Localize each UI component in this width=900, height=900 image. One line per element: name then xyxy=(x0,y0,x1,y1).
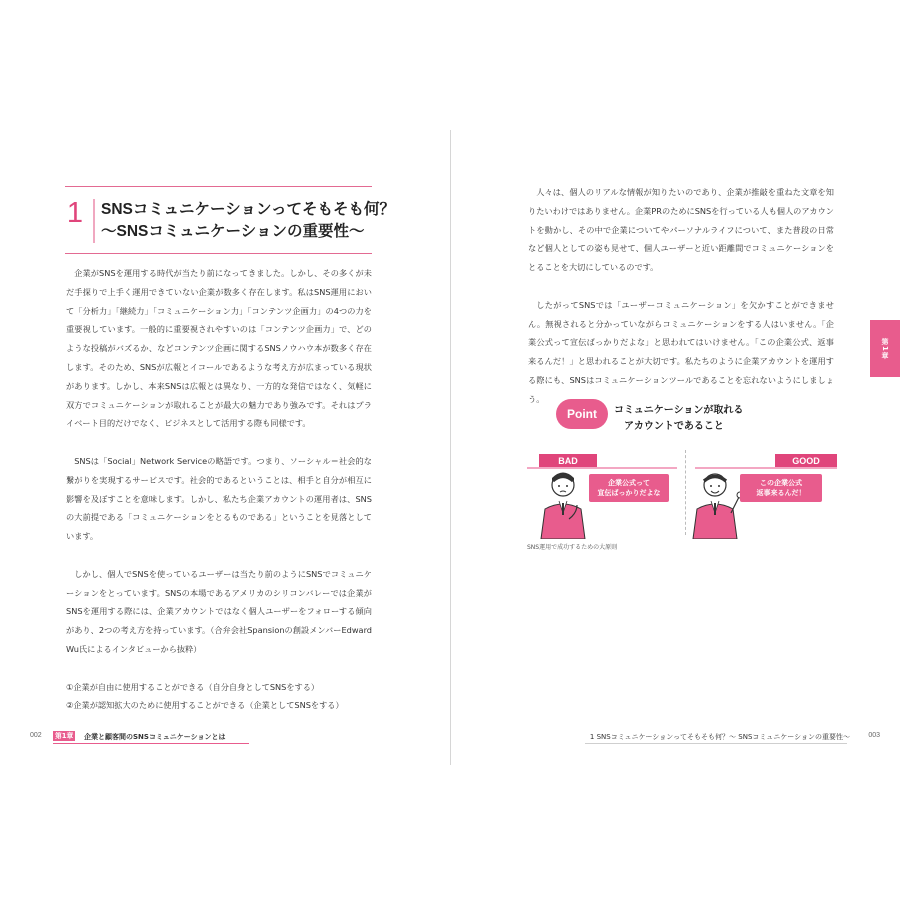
good-bubble-line2: 返事来るんだ！ xyxy=(756,489,806,497)
good-bubble-line1: この企業公式 xyxy=(760,479,802,487)
list-item: ①企業が自由に使用することができる（自分自身としてSNSをする） xyxy=(66,681,320,692)
point-heading-line1: コミュニケーションが取れる xyxy=(614,405,744,416)
list-item: ②企業が認知拡大のために使用することができる（企業としてSNSをする） xyxy=(66,700,344,711)
good-label: GOOD xyxy=(775,454,837,468)
point-heading-line2: アカウントであること xyxy=(624,421,724,432)
bad-bubble-line1: 企業公式って xyxy=(608,479,650,487)
illustration-caption: SNS運用で成功するための大原則 xyxy=(527,544,618,551)
chapter-tag: 第1章 xyxy=(55,732,74,740)
running-title-right: 1 SNSコミュニケーションってそもそも何？〜 SNSコミュニケーションの重要性〜 xyxy=(589,733,850,741)
left-body-text xyxy=(66,264,372,715)
good-speech-bubble xyxy=(740,474,822,502)
section-divider-bar xyxy=(93,199,95,243)
bad-bubble-line2: 宣伝ばっかりだよな xyxy=(597,489,661,497)
paragraph: 企業がSNSを運用する時代が当たり前になってきました。しかし、その多くが未だ手探りで上手く運用できていない企業が数多く存在します。私はSNS運用において「分析力」「継続力」「コミュニケーション力」「コンテンツ企画力」の4つの力を重要視しています。一般的に重要視されやすいのは「コンテンツ企画力」で、どのような投稿がバズるか、などコンテンツ企画に関するSNSノウハウ本が数多く存在します。そのため、SNSが広報とイコールであるような考え方が広まっている現状があります。しかし、本来SNSは広報とは異なり、一方的な発信ではなく、気軽に双方でコミュニケーションが取れることが最大の魅力であり強みです。それはプライベート目的だけでなく、ビジネスとして活用する際も同様です。 xyxy=(66,268,372,429)
section-title-line1: SNSコミュニケーションってそもそも何？ xyxy=(101,201,395,218)
paragraph: 人々は、個人のリアルな情報が知りたいのであり、企業が推敲を重ねた文章を知りたいわけではありません。企業PRのためにSNSを行っている人も個人のアカウントを動かし、その中で企業についてやパーソナルライフについて、また普段の日常など個人としての姿も見せて、個人ユーザーと近い距離間でコミュニケーションをとることを大切にしているのです。 xyxy=(528,187,834,273)
paragraph: SNSは「Social」Network Serviceの略語です。つまり、ソーシャル＝社会的な繋がりを実現するサービスです。社会的であるということは、相手と自分が相互に影響を及ぼすことを意味します。しかし、私たち企業アカウントの運用者は、SNSの大前提である「コミュニケーションをとるものである」ということを見落としています。 xyxy=(66,455,372,542)
bad-label: BAD xyxy=(539,454,597,468)
page-number-left: 002 xyxy=(30,732,42,739)
section-number: 1 xyxy=(66,197,84,229)
bad-person-icon xyxy=(533,469,593,539)
chapter-side-tab: 第1章 xyxy=(870,320,900,377)
good-person-icon xyxy=(685,469,745,539)
right-body-text xyxy=(528,183,834,427)
point-badge: Point xyxy=(556,399,608,429)
page-number-right: 003 xyxy=(868,732,880,739)
bad-speech-bubble xyxy=(589,474,669,502)
section-title xyxy=(101,199,395,243)
point-illustration xyxy=(527,395,837,555)
running-title-left: 企業と顧客間のSNSコミュニケーションとは xyxy=(84,733,226,741)
paragraph: したがってSNSでは「ユーザーコミュニケーション」を欠かすことができません。無視されると分かっていながらコミュニケーションをする人はいません。「企業公式って宣伝ばっかりだよな」と思われてはいけません。「この企業公式、返事来るんだ！」と思われることが大切です。私たちのように企業アカウントを運用する際にも、SNSはコミュニケーションツールであることを忘れないようにしましょう。 xyxy=(528,299,834,404)
section-title-line2: 〜SNSコミュニケーションの重要性〜 xyxy=(101,223,365,240)
page-spine xyxy=(450,130,451,765)
footer-underline-right xyxy=(585,743,847,744)
left-footer xyxy=(30,732,230,744)
paragraph: しかし、個人でSNSを使っているユーザーは当たり前のようにSNSでコミュニケーションをとっています。SNSの本場であるアメリカのシリコンバレーでは企業がSNSを運用する際には、企業アカウントではなく個人ユーザーをフォローする傾向があり、2つの考え方を持っています。（合弁会社Spansionの創設メンバーEdward Wu氏によるインタビューから抜粋） xyxy=(66,568,372,654)
footer-underline xyxy=(53,743,249,744)
section-heading xyxy=(65,186,395,254)
